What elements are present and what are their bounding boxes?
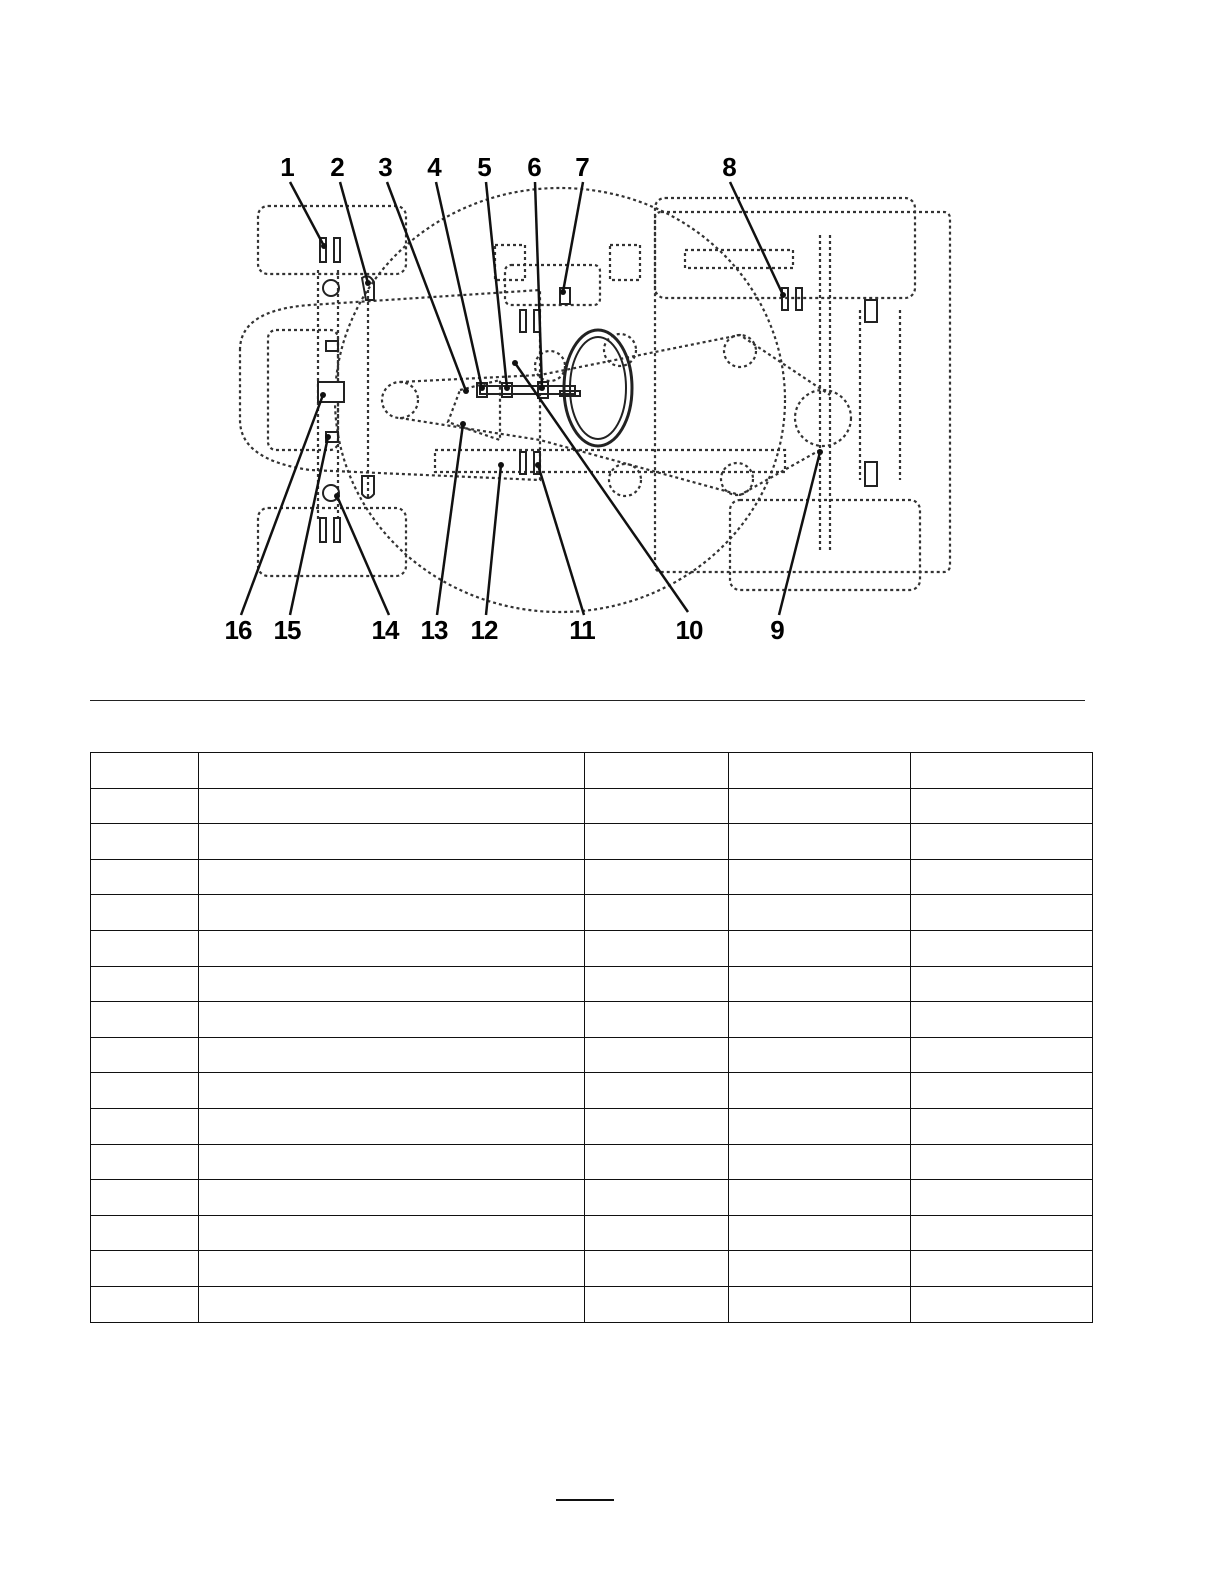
table-cell (911, 824, 1093, 860)
table-row (91, 824, 1093, 860)
table-cell (729, 859, 911, 895)
table-row (91, 966, 1093, 1002)
table-cell (911, 1286, 1093, 1322)
table-cell (585, 753, 729, 789)
table-row (91, 895, 1093, 931)
table-cell (585, 1215, 729, 1251)
table-cell (91, 1108, 199, 1144)
table-cell (911, 1108, 1093, 1144)
table-row (91, 930, 1093, 966)
table-cell (91, 1215, 199, 1251)
table-cell (199, 1286, 585, 1322)
table-cell (199, 788, 585, 824)
table-cell (199, 1002, 585, 1038)
table-cell (91, 966, 199, 1002)
table-cell (729, 895, 911, 931)
table-cell (585, 1073, 729, 1109)
table-cell (729, 1073, 911, 1109)
callout-15: 15 (273, 615, 301, 645)
table-cell (911, 895, 1093, 931)
table-cell (585, 966, 729, 1002)
table-row (91, 1073, 1093, 1109)
table-cell (911, 1180, 1093, 1216)
table-cell (729, 930, 911, 966)
table-cell (911, 1073, 1093, 1109)
table-cell (585, 895, 729, 931)
table-row (91, 1251, 1093, 1287)
table-cell (729, 1251, 911, 1287)
table-cell (729, 753, 911, 789)
table-cell (199, 1073, 585, 1109)
callout-2: 2 (330, 152, 344, 182)
table-cell (729, 1180, 911, 1216)
table-cell (91, 859, 199, 895)
table-cell (199, 1108, 585, 1144)
table-cell (91, 1180, 199, 1216)
table-cell (199, 895, 585, 931)
table-cell (91, 1144, 199, 1180)
table-cell (91, 1251, 199, 1287)
table-cell (199, 966, 585, 1002)
table-cell (911, 1002, 1093, 1038)
table-row (91, 1180, 1093, 1216)
callout-10: 10 (675, 615, 703, 645)
table-cell (91, 1286, 199, 1322)
callout-9: 9 (770, 615, 784, 645)
lubrication-diagram (220, 150, 960, 650)
table-row (91, 1215, 1093, 1251)
table-row (91, 1144, 1093, 1180)
table-row (91, 1037, 1093, 1073)
table-cell (729, 824, 911, 860)
table-cell (91, 930, 199, 966)
table-cell (911, 753, 1093, 789)
table-cell (911, 930, 1093, 966)
table-cell (911, 1215, 1093, 1251)
table-cell (585, 1286, 729, 1322)
table-cell (585, 824, 729, 860)
table-cell (729, 1108, 911, 1144)
callout-13: 13 (420, 615, 448, 645)
table-cell (199, 824, 585, 860)
table-cell (729, 966, 911, 1002)
table-row (91, 859, 1093, 895)
callout-16: 16 (224, 615, 252, 645)
table-cell (911, 859, 1093, 895)
table-row (91, 1002, 1093, 1038)
table-row (91, 788, 1093, 824)
table-cell (91, 1037, 199, 1073)
table-cell (911, 1144, 1093, 1180)
table-cell (729, 1037, 911, 1073)
table-cell (585, 1251, 729, 1287)
callout-4: 4 (427, 152, 441, 182)
table-cell (911, 966, 1093, 1002)
table-cell (199, 859, 585, 895)
table-row (91, 1286, 1093, 1322)
callout-3: 3 (378, 152, 392, 182)
table-cell (199, 1180, 585, 1216)
table-cell (585, 859, 729, 895)
table-row (91, 1108, 1093, 1144)
callout-12: 12 (470, 615, 498, 645)
table-cell (729, 1215, 911, 1251)
table-cell (729, 1144, 911, 1180)
table-cell (585, 1180, 729, 1216)
table-cell (199, 1215, 585, 1251)
section-divider (90, 700, 1085, 701)
table-cell (911, 1037, 1093, 1073)
table-cell (91, 1002, 199, 1038)
table-cell (585, 1144, 729, 1180)
callout-6: 6 (527, 152, 541, 182)
table-cell (585, 788, 729, 824)
table-cell (199, 1251, 585, 1287)
table-cell (911, 788, 1093, 824)
table-cell (585, 1002, 729, 1038)
table-cell (585, 930, 729, 966)
table-cell (199, 753, 585, 789)
table-cell (729, 1286, 911, 1322)
table-cell (91, 895, 199, 931)
table-cell (199, 1037, 585, 1073)
callout-8: 8 (722, 152, 736, 182)
table-cell (911, 1251, 1093, 1287)
table-cell (91, 753, 199, 789)
table-cell (199, 1144, 585, 1180)
lubrication-chart-table (90, 752, 1093, 1323)
table-cell (585, 1108, 729, 1144)
table-cell (729, 1002, 911, 1038)
table-cell (199, 930, 585, 966)
table-cell (585, 1037, 729, 1073)
callout-14: 14 (371, 615, 399, 645)
page-number-rule (556, 1499, 614, 1501)
table-cell (91, 824, 199, 860)
table-cell (91, 1073, 199, 1109)
table-cell (91, 788, 199, 824)
table-cell (729, 788, 911, 824)
callout-5: 5 (477, 152, 491, 182)
callout-7: 7 (575, 152, 589, 182)
table-row (91, 753, 1093, 789)
callout-1: 1 (280, 152, 294, 182)
callout-11: 11 (569, 615, 595, 645)
